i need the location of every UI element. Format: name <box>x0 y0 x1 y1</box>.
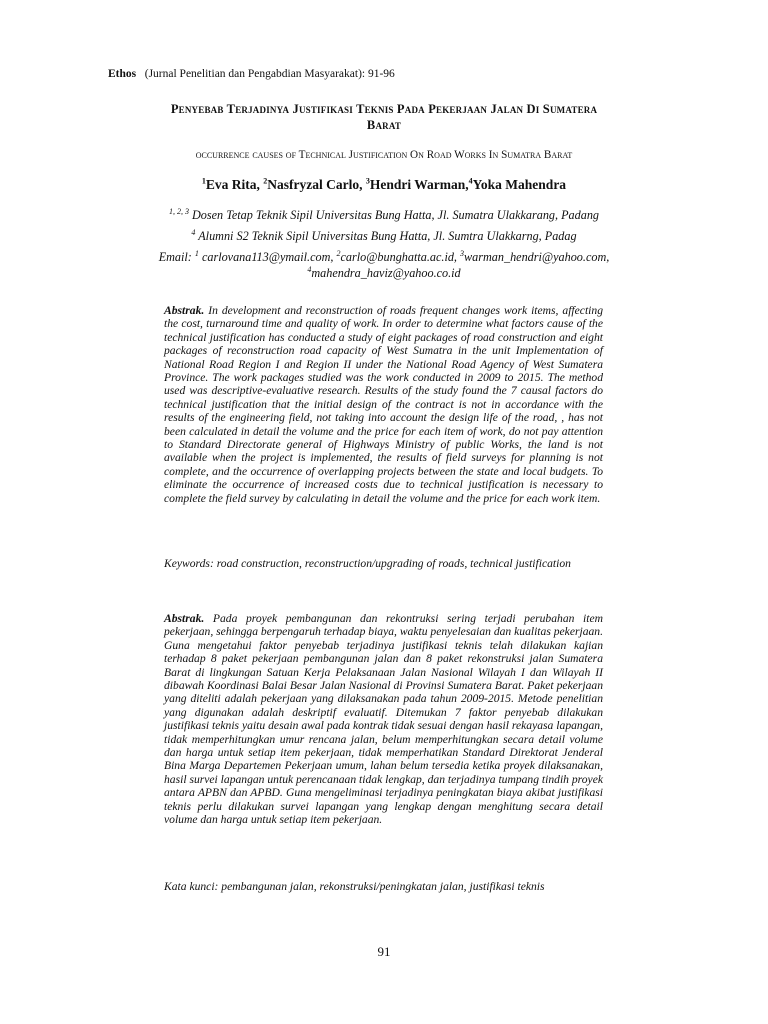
abstract-english <box>164 304 603 505</box>
journal-header <box>108 67 395 81</box>
abstract-indonesian <box>164 612 603 827</box>
keywords-indonesian: Kata kunci: pembangunan jalan, rekonstruksi/peningkatan jalan, justifikasi teknis <box>164 880 545 893</box>
paper-subtitle: occurrence causes of Technical Justification On Road Works In Sumatra Barat <box>195 149 573 161</box>
email-2: carlo@bunghatta.ac.id, <box>340 250 461 264</box>
author-2-index: 2 <box>263 176 268 186</box>
affiliation-2 <box>100 228 668 244</box>
author-4-index: 4 <box>468 176 473 186</box>
email-block <box>100 249 668 281</box>
paper-title-line2: Barat <box>366 118 402 132</box>
affiliation-2-index: 4 <box>191 227 196 237</box>
abstract-english-label: Abstrak. <box>164 304 205 317</box>
affiliation-1-index: 1, 2, 3 <box>168 206 189 216</box>
author-1-index: 1 <box>201 176 206 186</box>
abstract-indonesian-text: Pada proyek pembangunan dan rekontruksi sering terjadi perubahan item pekerjaan, sehingga berpengaruh terhadap biaya, waktu penyelesaian dan kualitas pekerjaan. Guna mengetahui faktor penyebab terjadinya justifikasi teknis telah dilakukan kajian terhadap 8 paket pekerjaan pembangunan jalan dan 8 paket rekonstruksi jalan Sumatera Barat di lingkungan Satuan Kerja Pelaksanaan Jalan Nasional Wilayah I dan Wilayah II dibawah Koordinasi Balai Besar Jalan Nasional di Provinsi Sumatera Barat. Paket pekerjaan yang diteliti adalah pekerjaan yang dilaksanakan pada tahun 2009-2015. Metode penelitian yang digunakan adalah deskriptif evaluatif. Ditemukan 7 faktor penyebab dilakukan justifikasi teknis yaitu desain awal pada kontrak tidak sesuai dengan hasil rekayasa lapangan, tidak memperhitungkan umur rencana jalan, belum memperhitungkan secara detail volume dan harga untuk setiap item pekerjaan, tidak memperhatikan Standard Direktorat Jenderal Bina Marga Departemen Pekerjaan umum, lahan belum tersedia ketika proyek dilaksanakan, hasil survei lapangan untuk perencanaan tidak lengkap, dan terjadinya tumpang tindih proyek antara APBN dan APBD. Guna mengeliminasi terjadinya peningkatan biaya akibat justifikasi teknis perlu dilakukan survei lapangan yang lengkap dengan menghitung secara detail volume dan harga untuk setiap item pekerjaan. <box>164 612 603 827</box>
email-3-index: 3 <box>460 248 465 258</box>
email-1-index: 1 <box>194 248 199 258</box>
email-line-1 <box>100 249 668 265</box>
author-4: Yoka Mahendra <box>472 177 567 192</box>
affiliation-1 <box>100 207 668 223</box>
keywords-english: Keywords: road construction, reconstruction/upgrading of roads, technical justification <box>164 557 571 570</box>
email-1: carlovana113@ymail.com, <box>198 250 337 264</box>
email-label: Email: <box>158 250 195 264</box>
affiliation-1-text: Dosen Tetap Teknik Sipil Universitas Bung Hatta, Jl. Sumatra Ulakkarang, Padang <box>188 208 600 222</box>
email-2-index: 2 <box>336 248 341 258</box>
author-3-index: 3 <box>365 176 370 186</box>
paper-title-line1: Penyebab Terjadinya Justifikasi Teknis Pada Pekerjaan Jalan Di Sumatera <box>170 102 598 116</box>
author-list <box>100 176 668 194</box>
journal-name: Ethos <box>108 68 137 80</box>
paper-title <box>110 101 658 133</box>
journal-detail: (Jurnal Penelitian dan Pengabdian Masyarakat): 91-96 <box>144 68 395 80</box>
email-4-index: 4 <box>307 264 312 274</box>
affiliation-2-text: Alumni S2 Teknik Sipil Universitas Bung Hatta, Jl. Sumtra Ulakkarng, Padag <box>195 229 577 243</box>
abstract-english-text: In development and reconstruction of roads frequent changes work items, affecting the cost, turnaround time and quality of work. In order to determine what factors cause of the technical justification has conducted a study of eight packages of road construction and eight packages of reconstruction road capacity of West Sumatra in the unit Implementation of National Road Region I and Region II under the National Road Agency of West Sumatera Province. The work packages studied was the work conducted in 2009 to 2015. The method used was descriptive-evaluative research. Results of the study found the 7 causal factors do technical justification that the initial design of the contract is not in accordance with the results of the engineering field, not taking into account the design life of the road, , has not been calculated in detail the volume and the price for each item of work, do not pay attention to Standard Directorate general of Highways Ministry of public Works, the land is not available when the project is implemented, the results of field surveys for planning is not complete, and the occurrence of overlapping projects between the state and local budgets. To eliminate the occurrence of increased costs due to technical justification is necessary to complete the field survey by calculating in detail the volume and the price for each work item. <box>164 304 603 505</box>
email-3: warman_hendri@yahoo.com, <box>464 250 610 264</box>
author-2: Nasfryzal Carlo, <box>267 177 366 192</box>
abstract-indonesian-label: Abstrak. <box>164 612 205 625</box>
page-number: 91 <box>377 944 391 959</box>
author-1: Eva Rita, <box>205 177 264 192</box>
email-4: mahendra_haviz@yahoo.co.id <box>311 266 461 280</box>
email-line-2 <box>100 265 668 281</box>
author-3: Hendri Warman, <box>369 177 469 192</box>
